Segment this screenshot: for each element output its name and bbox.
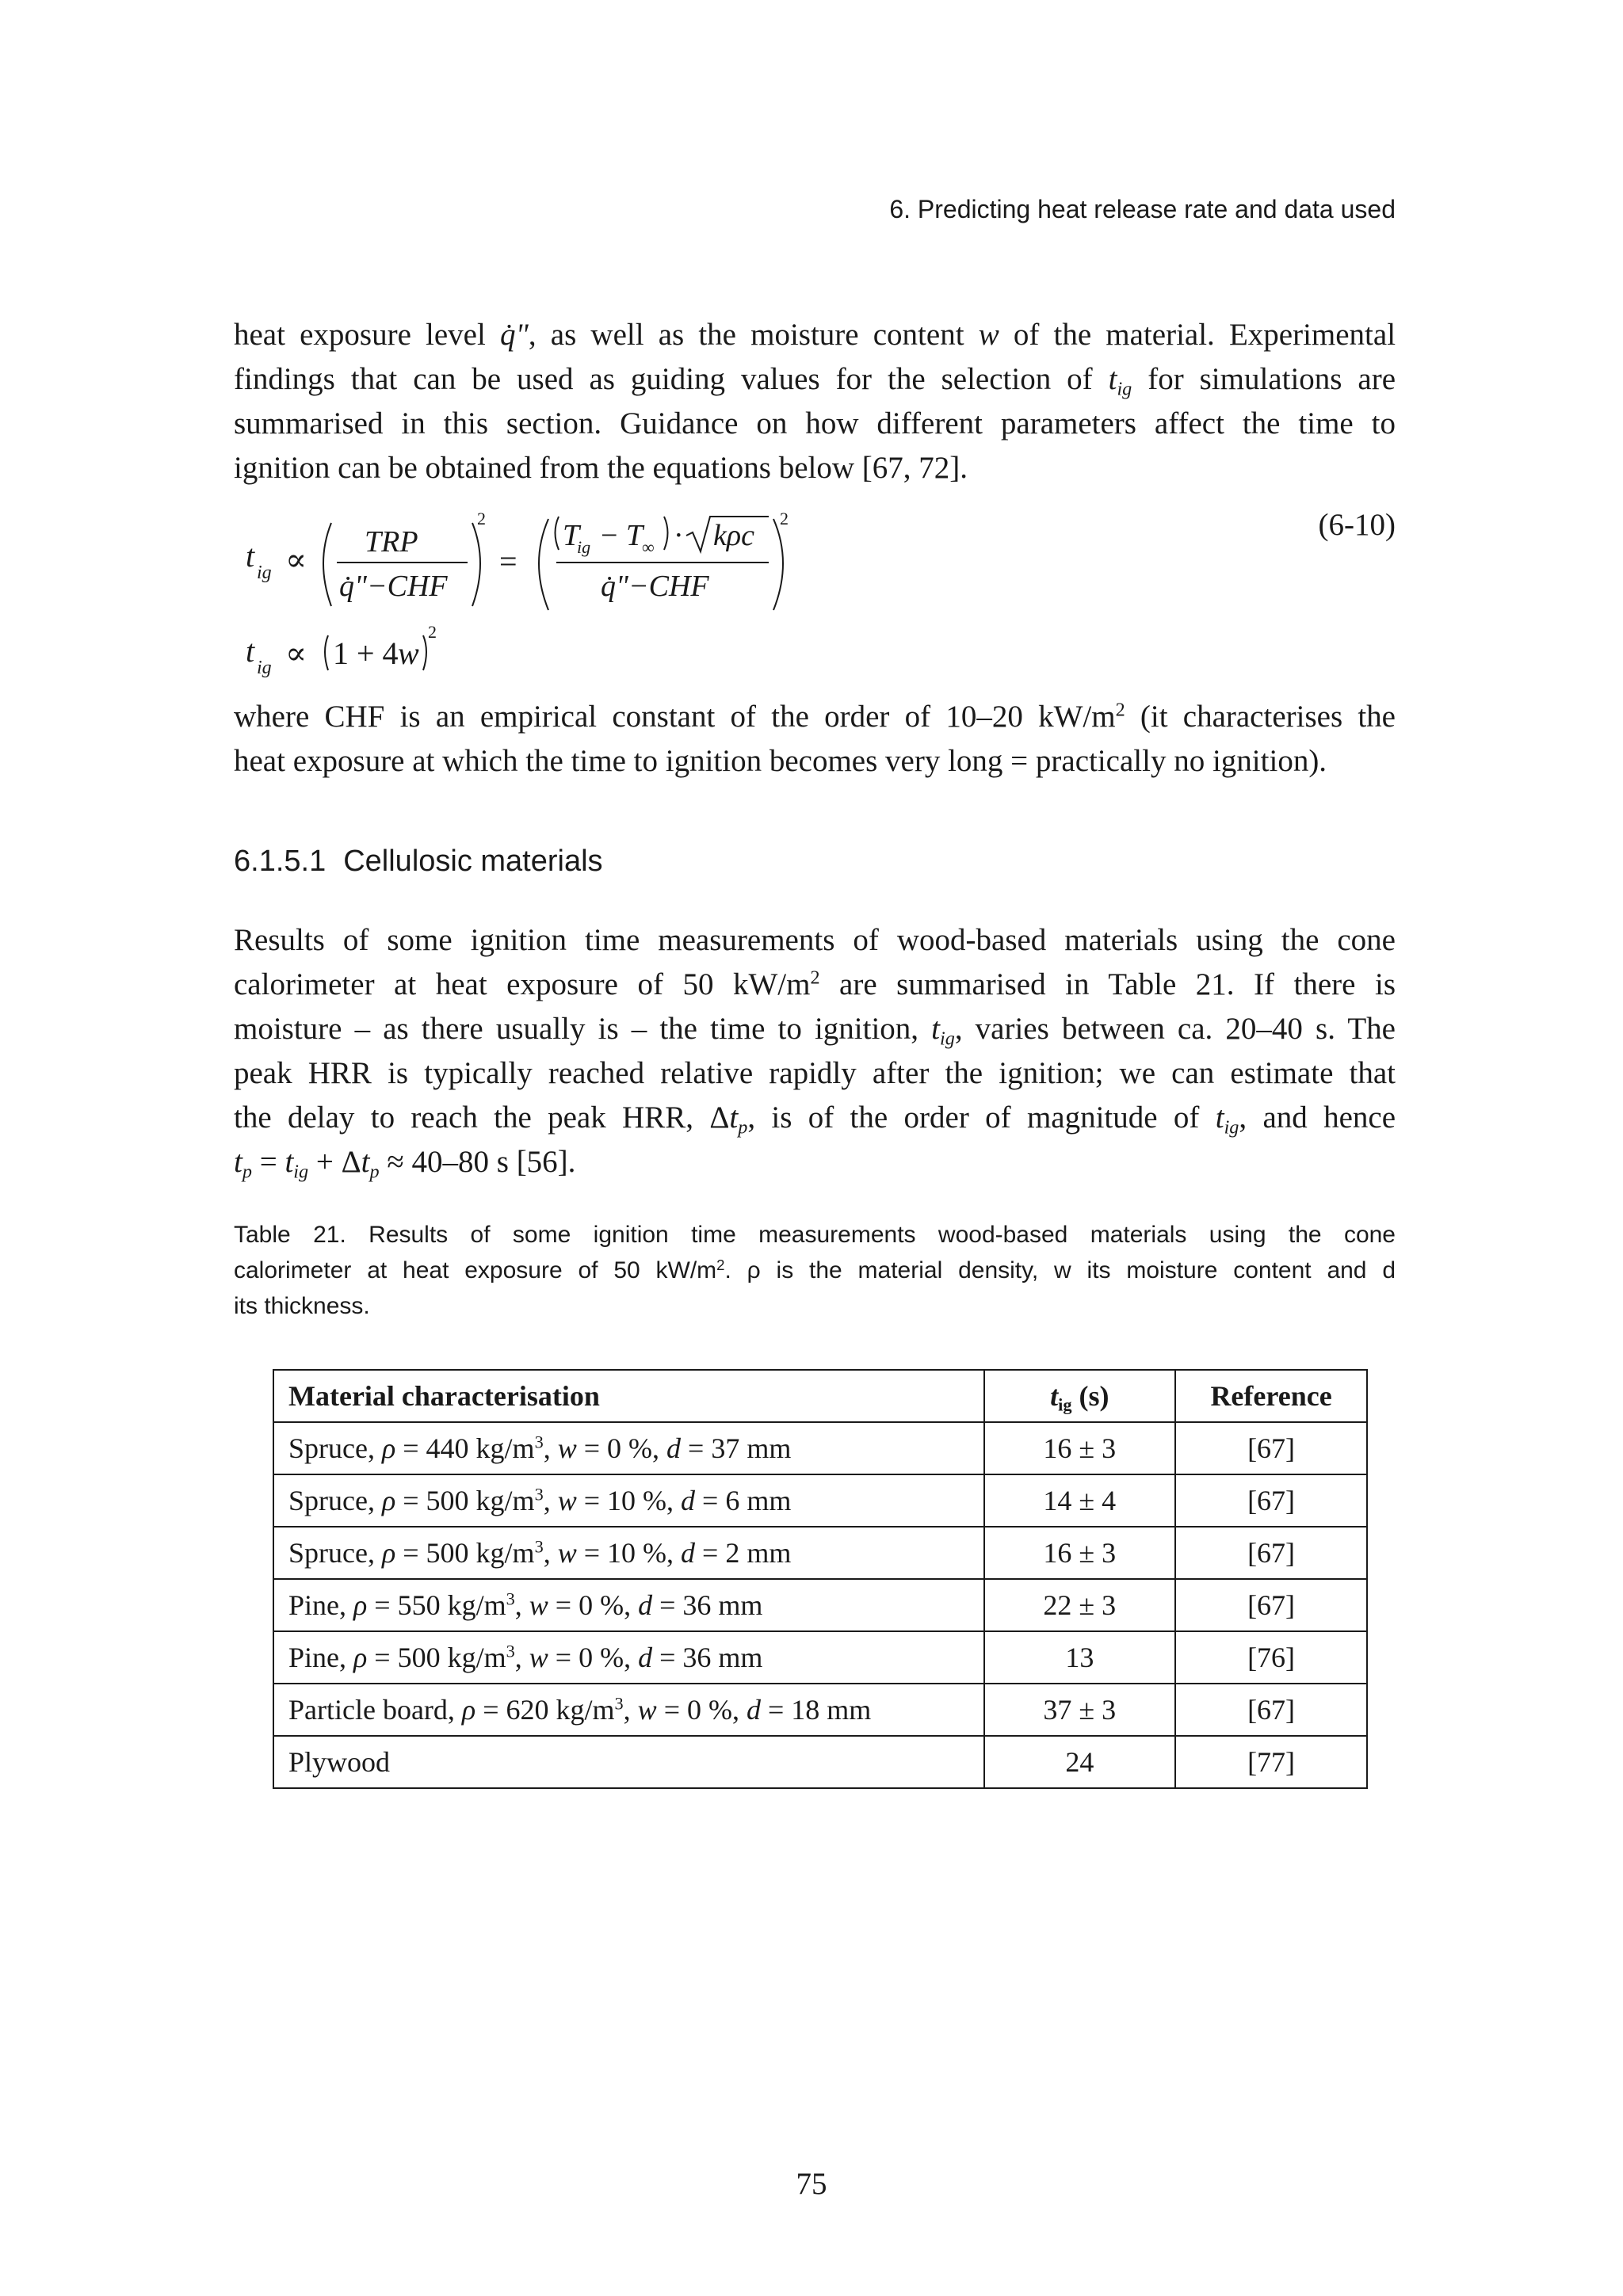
intro-line-3: summarised in this section. Guidance on how different parameters affect the time to — [234, 406, 1396, 441]
equation-number: (6-10) — [1318, 508, 1396, 542]
table-row — [273, 1579, 1367, 1631]
eq-minus: − — [601, 519, 618, 552]
eq2-paren-right — [423, 635, 426, 670]
cell-tig: 13 — [984, 1631, 1176, 1684]
table-row — [273, 1631, 1367, 1684]
page-number: 75 — [796, 2167, 827, 2201]
cell-reference: [67] — [1175, 1422, 1367, 1474]
cell-tig: 14 ± 4 — [984, 1474, 1176, 1527]
table-row — [273, 1736, 1367, 1788]
cell-tig: 37 ± 3 — [984, 1684, 1176, 1736]
body-line-4: peak HRR is typically reached relative rapidly after the ignition; we can estimate that — [234, 1056, 1396, 1090]
body-line-5: the delay to reach the peak HRR, $\Delta t_p$, is of the order of magnitude of $t_{ig}$, and hence — [234, 1100, 1396, 1138]
body-line-1: Results of some ignition time measurements of wood-based materials using the cone — [234, 923, 1396, 957]
eq-T-inf-sub: ∞ — [642, 537, 655, 557]
eq-proportional: ∝ — [285, 542, 307, 578]
eq-t: t — [246, 538, 255, 574]
cell-reference: [67] — [1175, 1527, 1367, 1579]
cell-material: Plywood — [273, 1736, 984, 1788]
body-line-6: $t_p = t_{ig} + \Delta t_p \approx 40-80$ s [56]. — [234, 1145, 576, 1183]
cell-tig: 24 — [984, 1736, 1176, 1788]
section-heading — [234, 845, 603, 879]
where-line-2: heat exposure at which the time to ignition becomes very long = practically no ignition). — [234, 744, 1327, 778]
eq-paren-right-2 — [773, 519, 783, 610]
table-row — [273, 1422, 1367, 1474]
intro-line-2: findings that can be used as guiding values for the selection of $t_{ig}$ for simulations are — [234, 362, 1396, 400]
eq-paren-left-2 — [539, 519, 548, 610]
section-title: Cellulosic materials — [343, 845, 603, 878]
cell-material: Spruce, ρ = 500 $kg/m^3$, w = 10 %, d = 2 mm — [273, 1527, 984, 1579]
cell-tig: 16 ± 3 — [984, 1527, 1176, 1579]
body-paragraph — [234, 918, 1396, 1184]
table-caption — [234, 1217, 1396, 1324]
cell-reference: [77] — [1175, 1736, 1367, 1788]
cell-material: Particle board, ρ = 620 $kg/m^3$, w = 0 %, d = 18 mm — [273, 1684, 984, 1736]
equation-6-10 — [246, 507, 1396, 689]
header-reference: Reference — [1175, 1370, 1367, 1422]
equation-graphic — [246, 507, 1038, 689]
eq-trp: TRP — [365, 525, 418, 559]
eq-T-ig: T — [563, 519, 580, 552]
intro-line-1: heat exposure level q̇", as well as the moisture content w of the material. Experimental — [234, 318, 1396, 352]
cell-reference: [76] — [1175, 1631, 1367, 1684]
where-line-1: where CHF is an empirical constant of the order of 10–20 $kW/m^2$ (it characterises the — [234, 699, 1396, 734]
intro-paragraph — [234, 313, 1396, 490]
caption-line-3: its thickness. — [234, 1293, 370, 1319]
cell-tig: 16 ± 3 — [984, 1422, 1176, 1474]
eq2-paren-left — [325, 635, 328, 670]
ignition-time-table — [273, 1369, 1368, 1789]
table-row — [273, 1684, 1367, 1736]
eq-T-ig-sub: ig — [577, 537, 591, 557]
eq-T-inf: T — [626, 519, 643, 552]
eq-qdot-chf-1: q̇"−CHF — [339, 570, 448, 603]
header-material: Material characterisation — [273, 1370, 984, 1422]
eq2-t: t — [246, 633, 255, 669]
eq2-one-plus: 1 + 4 — [333, 635, 399, 671]
body-line-3: moisture – as there usually is – the time to ignition, $t_{ig}$, varies between ca. 20–40 s. The — [234, 1012, 1396, 1050]
header-tig: $t_{ig}$ (s) — [984, 1370, 1176, 1422]
eq-square-1: 2 — [477, 509, 486, 528]
intro-line-4: ignition can be obtained from the equations below [67, 72]. — [234, 451, 968, 485]
cell-material: Spruce, ρ = 440 $kg/m^3$, w = 0 %, d = 37 mm — [273, 1422, 984, 1474]
section-number: 6.1.5.1 — [234, 845, 327, 878]
caption-line-2: calorimeter at heat exposure of 50 $kW/m^2$. ρ is the material density, w its moisture content and d — [234, 1256, 1396, 1283]
eq2-square: 2 — [428, 622, 437, 642]
eq-paren-right-1 — [472, 523, 480, 606]
table-row — [273, 1527, 1367, 1579]
eq2-proportional: ∝ — [285, 635, 307, 671]
running-header: 6. Predicting heat release rate and data used — [889, 195, 1396, 223]
cell-reference: [67] — [1175, 1474, 1367, 1527]
eq-square-2: 2 — [780, 509, 789, 528]
eq-inner-paren-left — [556, 517, 559, 550]
cell-reference: [67] — [1175, 1684, 1367, 1736]
eq-equals: = — [499, 543, 517, 579]
eq-kpc: kρc — [713, 519, 754, 552]
eq-inner-paren-right — [664, 517, 668, 550]
cell-tig: 22 ± 3 — [984, 1579, 1176, 1631]
eq-dot: · — [674, 519, 684, 552]
eq2-w: w — [398, 635, 419, 671]
eq2-t-sub: ig — [257, 658, 272, 678]
eq-t-sub: ig — [257, 563, 272, 583]
cell-material: Pine, ρ = 550 $kg/m^3$, w = 0 %, d = 36 mm — [273, 1579, 984, 1631]
eq-paren-left-1 — [323, 523, 331, 606]
body-line-2: calorimeter at heat exposure of 50 $kW/m^2$ are summarised in Table 21. If there is — [234, 967, 1396, 1001]
cell-reference: [67] — [1175, 1579, 1367, 1631]
table-header-row — [273, 1370, 1367, 1422]
eq-qdot-chf-2: q̇"−CHF — [601, 570, 709, 603]
table-row — [273, 1474, 1367, 1527]
caption-line-1: Table 21. Results of some ignition time measurements wood-based materials using the cone — [234, 1222, 1396, 1248]
cell-material: Spruce, ρ = 500 $kg/m^3$, w = 10 %, d = 6 mm — [273, 1474, 984, 1527]
cell-material: Pine, ρ = 500 $kg/m^3$, w = 0 %, d = 36 mm — [273, 1631, 984, 1684]
where-paragraph — [234, 695, 1396, 784]
